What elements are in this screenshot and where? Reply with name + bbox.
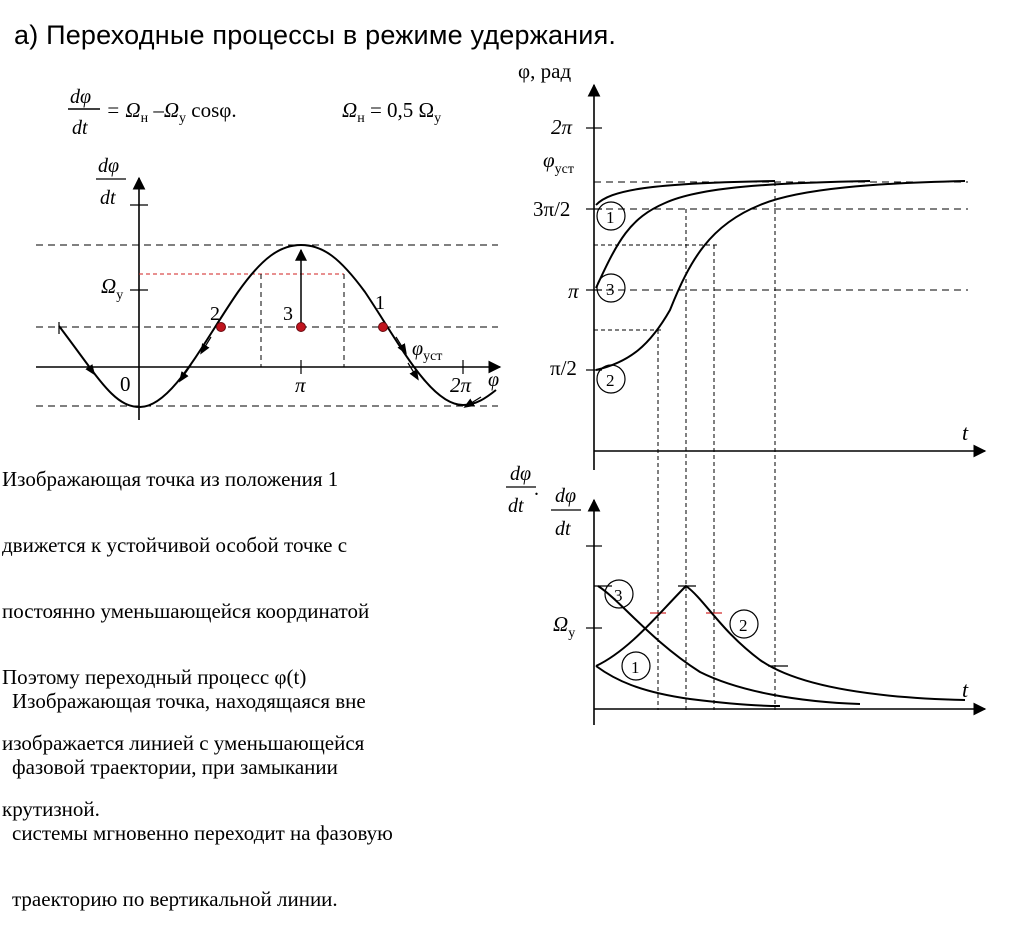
tick-3pi2-label: 3π/2 bbox=[533, 197, 571, 221]
para1-line-2: движется к устойчивой особой точке с bbox=[2, 533, 348, 557]
left-y-label-top: dφ bbox=[98, 155, 120, 177]
curve-1-label: 1 bbox=[606, 208, 615, 227]
slide-title: а) Переходные процессы в режиме удержания. bbox=[14, 20, 617, 50]
phi-axis-label: φ bbox=[488, 369, 500, 391]
two-pi-label: 2π bbox=[450, 373, 472, 397]
equation bbox=[68, 86, 441, 139]
para1-line-3: постоянно уменьшающейся координатой bbox=[2, 599, 370, 623]
para1-line-1: Изображающая точка из положения 1 bbox=[2, 467, 339, 491]
traj-arrow-1 bbox=[82, 357, 92, 371]
origin-label: 0 bbox=[120, 372, 131, 396]
point-1-label: 1 bbox=[375, 292, 385, 314]
side-label-dot: . bbox=[534, 478, 539, 500]
curve-3 bbox=[596, 181, 870, 288]
curve-3-label: 3 bbox=[606, 280, 615, 299]
point-3 bbox=[297, 323, 306, 332]
para1-line-5: изображается линией с уменьшающейся bbox=[2, 731, 365, 755]
point-2-label: 2 bbox=[210, 303, 220, 325]
side-label-top: dφ bbox=[510, 463, 532, 485]
fraction-numerator: dφ bbox=[70, 86, 92, 108]
dphi-t-y-label-bottom: dt bbox=[555, 518, 571, 540]
tick-pi2-label: π/2 bbox=[550, 356, 577, 380]
para1-line-6: крутизной. bbox=[2, 797, 100, 821]
point-1 bbox=[379, 323, 388, 332]
bottom-omega-label: $\Omega_у$ bbox=[553, 612, 576, 641]
curve-2-label: 2 bbox=[606, 371, 615, 390]
para2-line-2: фазовой траектории, при замыкании bbox=[12, 755, 338, 779]
left-y-label-bottom: dt bbox=[100, 187, 116, 209]
point-3-label: 3 bbox=[283, 303, 293, 325]
omega-condition: $\Omega_н = 0,5$ $\Omega_у$ bbox=[342, 98, 442, 126]
equation-rhs: = $\Omega_н$ $-\Omega_у$ cosφ. bbox=[106, 98, 237, 126]
para2-line-4: траекторию по вертикальной линии. bbox=[12, 887, 338, 911]
phi-t-x-label: t bbox=[962, 420, 969, 445]
curve-1 bbox=[596, 181, 775, 205]
tick-2pi-label: 2π bbox=[551, 115, 573, 139]
phi-ust-tick-label: $\varphi_{уст}$ bbox=[543, 148, 574, 177]
dcurve-2-label: 2 bbox=[739, 616, 748, 635]
omega-y-label: $\Omega_у$ bbox=[101, 274, 124, 303]
para1-line-4: Поэтому переходный процесс φ(t) bbox=[2, 665, 307, 689]
side-label-bottom: dt bbox=[508, 495, 524, 517]
explanation-paragraph-2 bbox=[12, 646, 393, 932]
para2-line-1: Изображающая точка, находящаяся вне bbox=[12, 689, 366, 713]
phi-t-y-label: φ, рад bbox=[518, 59, 572, 83]
phi-ust-label: $\varphi_{уст}$ bbox=[412, 338, 443, 364]
dphi-t-x-label: t bbox=[962, 677, 969, 702]
phase-plot bbox=[36, 178, 500, 420]
dphi-t-y-label-top: dφ bbox=[555, 485, 577, 507]
dcurve-3-label: 3 bbox=[614, 586, 623, 605]
dcurve-1-label: 1 bbox=[631, 658, 640, 677]
fraction-denominator: dt bbox=[72, 117, 88, 139]
dcurve-2 bbox=[596, 586, 965, 700]
pi-label: π bbox=[295, 373, 306, 397]
tick-pi-label: π bbox=[568, 279, 579, 303]
para2-line-3: системы мгновенно переходит на фазовую bbox=[12, 821, 393, 845]
phi-vs-t-plot bbox=[586, 85, 985, 710]
dphi-vs-t-plot bbox=[586, 500, 985, 725]
